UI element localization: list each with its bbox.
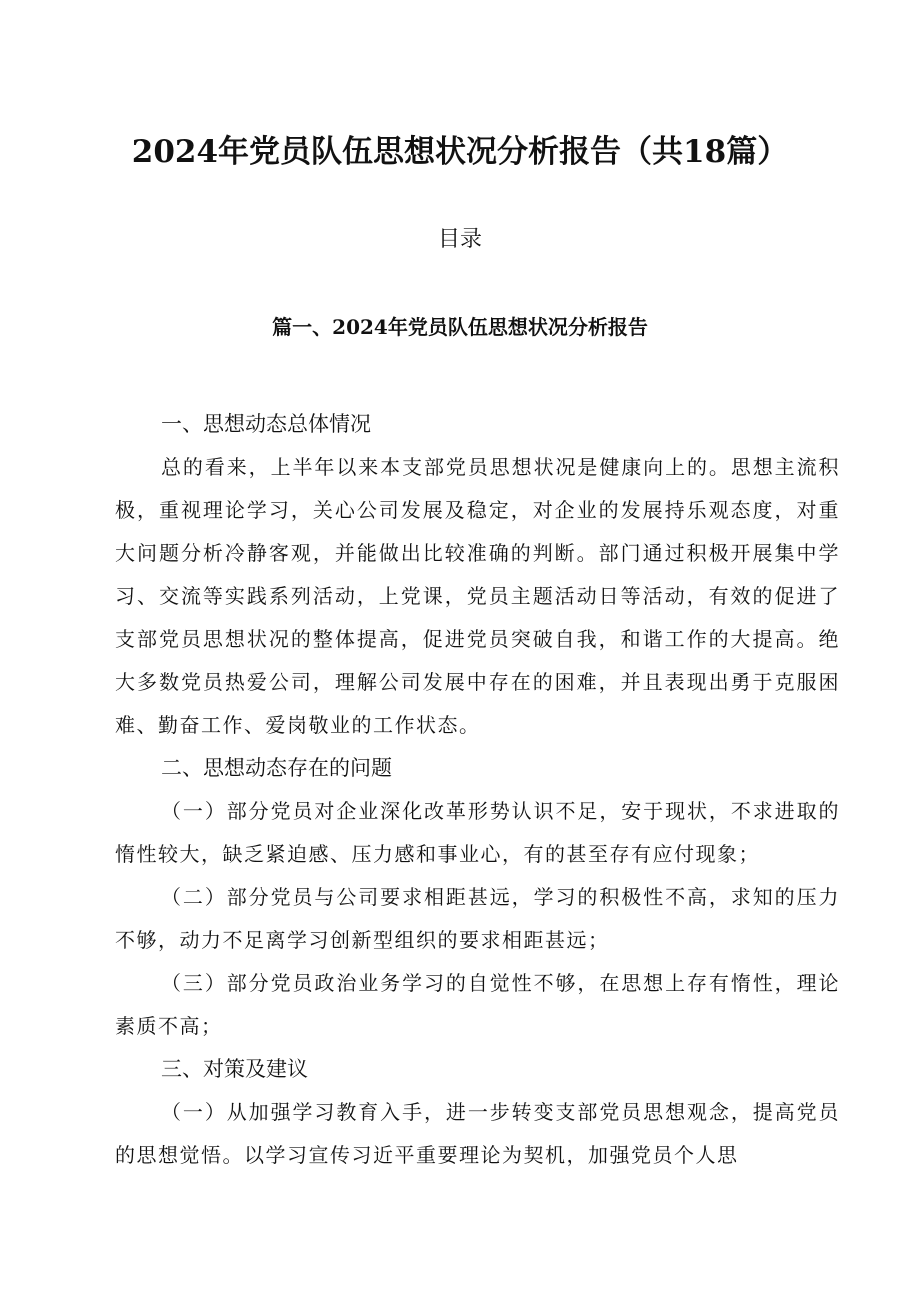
section-heading: 二、思想动态存在的问题 [161,756,392,780]
paragraph: （二）部分党员与公司要求相距甚远，学习的积极性不高，求知的压力不够，动力不足离学习创新型组织的要求相距甚远； [115,885,840,952]
paragraph: （一）部分党员对企业深化改革形势认识不足，安于现状，不求进取的惰性较大，缺乏紧迫感、压力感和事业心，有的甚至存有应付现象； [115,799,840,866]
document-title: 2024年党员队伍思想状况分析报告（共18篇） [131,134,789,170]
section-heading: 一、思想动态总体情况 [161,412,371,436]
toc-heading: 目录 [437,227,482,252]
toc-item[interactable]: 篇一、2024年党员队伍思想状况分析报告 [272,315,648,339]
paragraph: 总的看来，上半年以来本支部党员思想状况是健康向上的。思想主流积极，重视理论学习，关心公司发展及稳定，对企业的发展持乐观态度，对重大问题分析冷静客观，并能做出比较准确的判断。部门通过积极开展集中学习、交流等实践系列活动，上党课，党员主题活动日等活动，有效的促进了支部党员思想状况的整体提高，促进党员突破自我，和谐工作的大提高。绝大多数党员热爱公司，理解公司发展中存在的困难，并且表现出勇于克服困难、勤奋工作、爱岗敬业的工作状态。 [115,455,840,737]
paragraph: （三）部分党员政治业务学习的自觉性不够，在思想上存有惰性，理论素质不高； [115,971,840,1038]
paragraph: （一）从加强学习教育入手，进一步转变支部党员思想观念，提高党员的思想觉悟。以学习宣传习近平重要理论为契机，加强党员个人思 [115,1100,840,1167]
document-body [115,403,840,1177]
section-heading: 三、对策及建议 [161,1057,308,1081]
